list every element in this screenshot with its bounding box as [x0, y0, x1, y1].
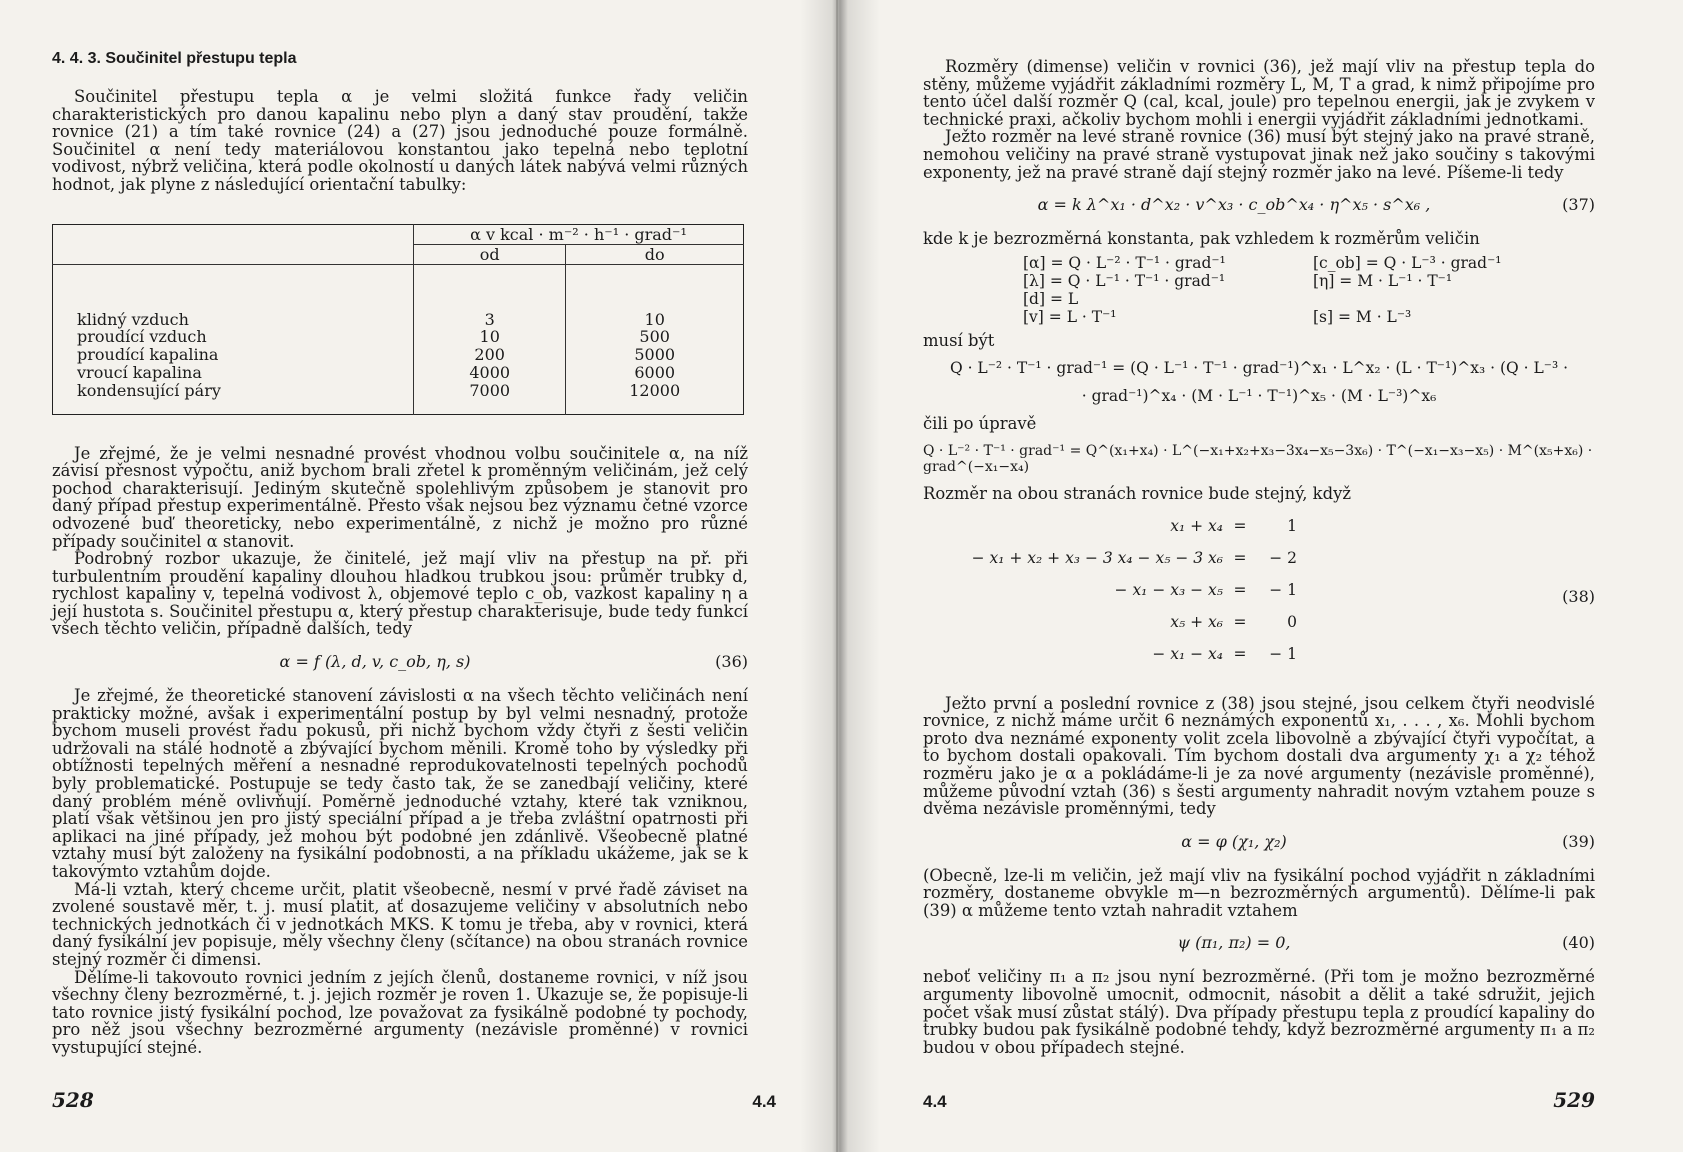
- system-row: x₅ + x₆ = 0: [923, 613, 1535, 631]
- system-lhs: x₁ + x₄: [1170, 516, 1223, 535]
- right-footer: [838, 1088, 1683, 1112]
- paragraph-5: Dělíme-li takovouto rovnici jedním z jejích členů, dostaneme rovnici, v níž jsou všechny členy bezrozměrné, t. j. jejich rozměr je roven 1. Ukazuje se, že popisuje-li tato rovnice jistý fysikální pochod, lze považovat za fysikálně podobné ty pochody, pro něž jsou všechny bezrozměrné argumenty (nezávisle proměnné) v rovnici vystupující stejné.: [52, 967, 748, 1057]
- right-page: [838, 0, 1683, 1152]
- section-marker-right: 4.4: [923, 1092, 947, 1111]
- equation-system-38: [923, 517, 1595, 677]
- page-number-right: 529: [1553, 1088, 1595, 1112]
- paragraph-1: Je zřejmé, že je velmi nesnadné provést vhodnou volbu součinitele α, na níž závisí přesnost výpočtu, aniž bychom brali zřetel k proměnným veličinám, jež celý pochod charakterisují. Jediným skutečně spolehlivým způsobem je stanovit pro daný případ přestup experimentálně. Přesto však nejsou bez významu četné vzorce odvozené buď theoreticky, nebo experimentálně, z nichž je možno pro různé případy součinitel α stanovit.: [52, 443, 748, 551]
- section-heading: 4. 4. 3. Součinitel přestupu tepla: [52, 50, 297, 67]
- paragraph-4: Má-li vztah, který chceme určit, platit všeobecně, nesmí v prvé řadě záviset na zvolené soustavě měr, t. j. musí platit, ať dosazujeme veličiny v absolutních nebo technických jednotkách či v jednotkách MKS. K tomu je třeba, aby v rovnici, která daný fysikální jev popisuje, měly všechny členy (sčítance) na obou stranách rovnice stejný rozměr či dimensi.: [52, 879, 748, 969]
- equation-40: [923, 933, 1595, 952]
- paragraph-2: Podrobný rozbor ukazuje, že činitelé, jež mají vliv na přestup na př. při turbulentním proudění kapaliny dlouhou hladkou trubkou jsou: průměr trubky d, rychlost kapaliny v, tepelná vodivost λ, objemové teplo c_ob, vazkost kapaliny η a její hustota s. Součinitel přestupu α, který přestup charakterisuje, bude tedy funkcí všech těchto veličin, případně dalších, tedy: [52, 549, 748, 639]
- system-row: − x₁ − x₃ − x₅ = − 1: [923, 581, 1535, 599]
- system-row: − x₁ + x₂ + x₃ − 3 x₄ − x₅ − 3 x₆ = − 2: [923, 549, 1535, 567]
- paragraph-3: Je zřejmé, že theoretické stanovení závislosti α na všech těchto veličinách není prakticky možné, avšak i experimentální postup by byl velmi nesnadný, protože bychom museli provést řadu pokusů, při nichž bychom vždy čtyři z šesti veličin udržovali na stálé hodnotě a zbývající bychom měnili. Kromě toho by výsledky při obtížnosti tepelných měření a nesnadné reprodukovatelnosti tepelných pochodů byly problematické. Postupuje se tedy často tak, že se zanedbají veličiny, které daný problém méně ovlivňují. Poměrně jednoduché vztahy, které tak vzniknou, platí však většinou jen pro jistý speciální případ a je třeba zvláštní opatrnosti při aplikaci na jiné případy, jež mohou být podobné jen zdánlivě. Všeobecně platné vztahy musí být založeny na fysikální podobnosti, a na příkladu ukážeme, jak se k takovýmto vztahům dojde.: [52, 686, 748, 882]
- r-paragraph-4: Rozměr na obou stranách rovnice bude stejný, když: [923, 483, 1352, 503]
- equation-39-body: α = φ (χ₁, χ₂): [1181, 831, 1287, 851]
- dimensions-right: [c_ob] = Q · L⁻³ · grad⁻¹ [η] = M · L⁻¹ · T⁻¹ [s] = M · L⁻³: [1313, 253, 1502, 326]
- orientation-table: [52, 224, 744, 415]
- equation-40-body: ψ (π₁, π₂) = 0,: [1177, 933, 1291, 953]
- r-paragraph-5: Ježto první a poslední rovnice z (38) jsou stejné, jsou celkem čtyři neodvislé rovnice, z nichž máme určit 6 neznámých exponentů x₁, . . . , x₆. Mohli bychom proto dva neznámé exponenty volit zcela libovolně a zbývající čtyři vypočítat, a to bychom dostali opakovali. Tím bychom dostali dva argumenty χ₁ a χ₂ téhož rozměru jako je α a pokládáme-li je za nové argumenty (nezávisle proměnné), můžeme původní vztah (36) s šesti argumenty nahradit novým vztahem pouze s dvěma nezávisle proměnnými, tedy: [923, 693, 1595, 819]
- r-paragraph-3: kde k je bezrozměrná konstanta, pak vzhledem k rozměrům veličin: [923, 229, 1480, 249]
- system-lhs: x₅ + x₆: [1170, 612, 1223, 631]
- equation-38-number: (38): [1562, 587, 1595, 607]
- system-rhs: − 1: [1269, 580, 1297, 599]
- system-rows: [923, 517, 1535, 677]
- system-rhs: − 2: [1269, 548, 1297, 567]
- r-paragraph-6: (Obecně, lze-li m veličin, jež mají vliv na fysikální pochod vyjádřit n základními rozměry, dostaneme obvykle m—n bezrozměrných argumentů). Dělíme-li pak (39) α můžeme tento vztah nahradit vztahem: [923, 865, 1595, 920]
- equation-36-body: α = f (λ, d, v, c_ob, η, s): [279, 652, 471, 672]
- equation-37-number: (37): [1562, 195, 1595, 215]
- r-paragraph-7: neboť veličiny π₁ a π₂ jsou nyní bezrozměrné. (Při tom je možno bezrozměrné argumenty libovolně umocnit, odmocnit, násobit a dělit a také sdružit, jejich počet však musí zůstat stálý). Dva případy přestupu tepla z proudící kapaliny do trubky budou pak fysikálně podobné tehdy, když bezrozměrné argumenty π₁ a π₂ budou v obou případech stejné.: [923, 967, 1595, 1057]
- after-adjust-label: čili po úpravě: [923, 414, 1037, 434]
- column-to: do: [566, 244, 744, 264]
- r-paragraph-1: Rozměry (dimense) veličin v rovnici (36), jež mají vliv na přestup tepla do stěny, můžeme vyjádřit základními rozměry L, M, T a grad, k nimž připojíme pro tento účel další rozměr Q (cal, kcal, joule) pro tepelnou energii, jak je zvykem v technické praxi, ačkoliv bychom mohli i energii vyjádřit základními jednotkami.: [923, 57, 1595, 129]
- left-page: [0, 0, 836, 1152]
- equation-36: [52, 652, 748, 671]
- section-marker-left: 4.4: [752, 1092, 776, 1111]
- system-lhs: − x₁ − x₄: [1152, 644, 1223, 663]
- equation-39: [923, 832, 1595, 851]
- system-rhs: 0: [1287, 612, 1297, 631]
- equation-37-body: α = k λ^x₁ · d^x₂ · v^x₃ · c_ob^x₄ · η^x₅ · s^x₆ ,: [1037, 195, 1431, 215]
- system-lhs: − x₁ − x₃ − x₅: [1114, 580, 1223, 599]
- system-row: − x₁ − x₄ = − 1: [923, 645, 1535, 663]
- medium-labels: klidný vzduch proudící vzduch proudící kapalina vroucí kapalina kondensující páry: [53, 264, 414, 414]
- equation-expanded-2: · grad⁻¹)^x₄ · (M · L⁻¹ · T⁻¹)^x₅ · (M · L⁻³)^x₆: [1081, 387, 1437, 406]
- must-be-label: musí být: [923, 330, 995, 350]
- system-rhs: − 1: [1269, 644, 1297, 663]
- equation-simplified: Q · L⁻² · T⁻¹ · grad⁻¹ = Q^(x₁+x₄) · L^(−x₁+x₂+x₃−3x₄−x₅−3x₆) · T^(−x₁−x₃−x₅) · M^(x₅+x₆) · grad^(−x₁−x₄): [923, 442, 1593, 475]
- equation-expanded-1: Q · L⁻² · T⁻¹ · grad⁻¹ = (Q · L⁻¹ · T⁻¹ · grad⁻¹)^x₁ · L^x₂ · (L · T⁻¹)^x₃ · (Q · L⁻³ ·: [949, 359, 1569, 378]
- system-rhs: 1: [1287, 516, 1297, 535]
- intro-paragraph: Součinitel přestupu tepla α je velmi složitá funkce řady veličin charakteristických pro danou kapalinu nebo plyn a daný stav proudění, takže rovnice (21) a tím také rovnice (24) a (27) jsou jednoduché pouze formálně. Součinitel α není tedy materiálovou konstantou jako tepelná nebo teplotní vodivost, nýbrž veličina, která podle okolností u daných látek nabývá velmi různých hodnot, jak plyne z následující orientační tabulky:: [52, 87, 748, 194]
- equation-36-number: (36): [715, 652, 748, 672]
- system-row: x₁ + x₄ = 1: [923, 517, 1535, 535]
- r-paragraph-2: Ježto rozměr na levé straně rovnice (36) musí být stejný jako na pravé straně, nemohou veličiny na pravé straně vystupovat jinak než jako součiny s takovými exponenty, jež na pravé straně dají stejný rozměr jako na levé. Píšeme-li tedy: [923, 127, 1595, 182]
- equation-37: [923, 195, 1595, 214]
- dimensions-list: [1023, 254, 1595, 326]
- equation-39-number: (39): [1562, 831, 1595, 851]
- column-from: od: [414, 244, 566, 264]
- system-lhs: − x₁ + x₂ + x₃ − 3 x₄ − x₅ − 3 x₆: [971, 548, 1223, 567]
- values-from: 3 10 200 4000 7000: [414, 264, 566, 414]
- page-number-left: 528: [52, 1088, 94, 1112]
- values-to: 10 500 5000 6000 12000: [566, 264, 744, 414]
- left-footer: [0, 1088, 836, 1112]
- equation-40-number: (40): [1562, 933, 1595, 953]
- unit-header: α v kcal · m⁻² · h⁻¹ · grad⁻¹: [414, 224, 744, 244]
- dimensions-left: [α] = Q · L⁻² · T⁻¹ · grad⁻¹ [λ] = Q · L⁻¹ · T⁻¹ · grad⁻¹ [d] = L [v] = L · T⁻¹: [1023, 253, 1226, 326]
